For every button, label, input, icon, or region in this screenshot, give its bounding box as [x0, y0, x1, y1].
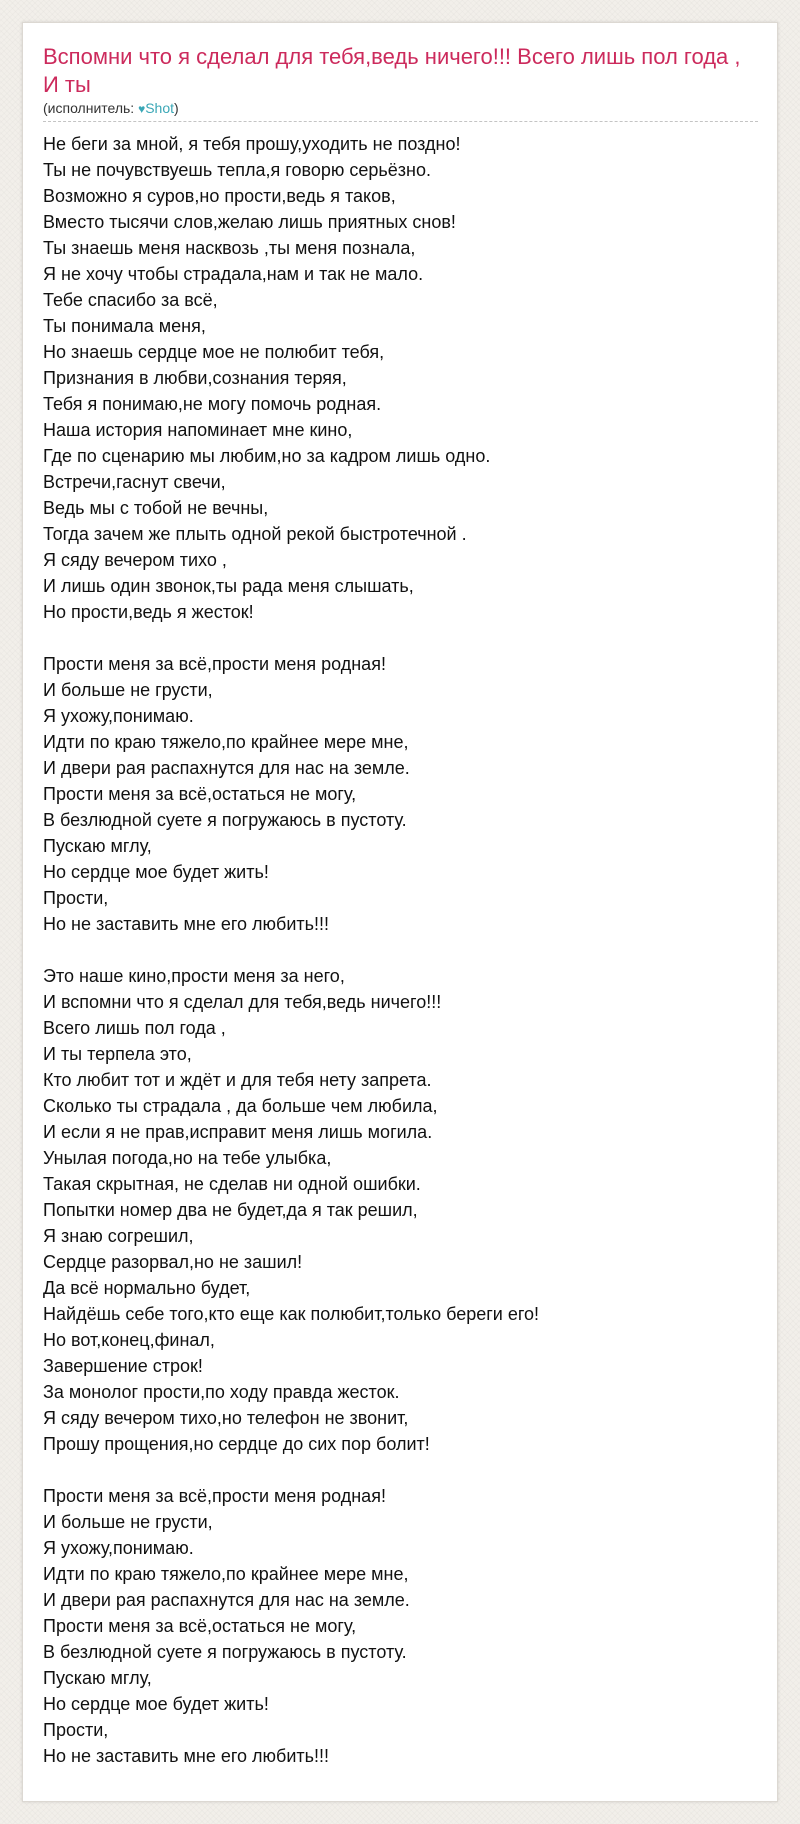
artist-name: Shot	[145, 100, 175, 116]
lyric-line: Тебя я понимаю,не могу помочь родная.	[43, 394, 382, 414]
lyric-line: Я сяду вечером тихо,но телефон не звонит,	[43, 1408, 409, 1428]
lyric-line: И вспомни что я сделал для тебя,ведь ничего!!!	[43, 992, 442, 1012]
performer-suffix: )	[174, 100, 179, 116]
lyrics-text	[43, 131, 757, 1769]
lyric-line: Тебе спасибо за всё,	[43, 290, 218, 310]
lyric-line: Но прости,ведь я жесток!	[43, 602, 254, 622]
lyric-line: Всего лишь пол года ,	[43, 1018, 226, 1038]
lyric-line: Вместо тысячи слов,желаю лишь приятных снов!	[43, 212, 456, 232]
lyric-line: Ты знаешь меня насквозь ,ты меня познала,	[43, 238, 416, 258]
lyric-line: Сердце разорвал,но не зашил!	[43, 1252, 303, 1272]
lyric-line: Кто любит тот и ждёт и для тебя нету запрета.	[43, 1070, 432, 1090]
heart-icon: ♥	[138, 102, 146, 116]
lyric-line: И ты терпела это,	[43, 1044, 192, 1064]
lyric-line: И двери рая распахнутся для нас на земле.	[43, 1590, 410, 1610]
lyric-line: Ты не почувствуешь тепла,я говорю серьёзно.	[43, 160, 431, 180]
lyric-line: Это наше кино,прости меня за него,	[43, 966, 345, 986]
performer-prefix: (исполнитель:	[43, 100, 139, 116]
lyric-line: Прости меня за всё,остаться не могу,	[43, 784, 357, 804]
lyric-line: Пускаю мглу,	[43, 1668, 152, 1688]
lyric-line: Но не заставить мне его любить!!!	[43, 1746, 330, 1766]
lyric-line: Тогда зачем же плыть одной рекой быстротечной .	[43, 524, 467, 544]
lyric-line: Я ухожу,понимаю.	[43, 1538, 194, 1558]
lyric-line: И двери рая распахнутся для нас на земле.	[43, 758, 410, 778]
lyric-line: Но не заставить мне его любить!!!	[43, 914, 330, 934]
lyric-line: Найдёшь себе того,кто еще как полюбит,только береги его!	[43, 1304, 540, 1324]
lyric-line: Но вот,конец,финал,	[43, 1330, 215, 1350]
lyric-line: В безлюдной суете я погружаюсь в пустоту.	[43, 810, 407, 830]
lyrics-stanza	[43, 1483, 757, 1769]
lyric-line: Идти по краю тяжело,по крайнее мере мне,	[43, 1564, 409, 1584]
lyric-line: Прости,	[43, 1720, 109, 1740]
lyrics-stanza	[43, 963, 757, 1457]
lyric-line: Но сердце мое будет жить!	[43, 1694, 269, 1714]
lyric-line: Наша история напоминает мне кино,	[43, 420, 353, 440]
lyric-line: В безлюдной суете я погружаюсь в пустоту.	[43, 1642, 407, 1662]
lyric-line: И если я не прав,исправит меня лишь могила.	[43, 1122, 433, 1142]
lyric-line: Попытки номер два не будет,да я так решил,	[43, 1200, 418, 1220]
lyric-line: Не беги за мной, я тебя прошу,уходить не поздно!	[43, 134, 461, 154]
lyric-line: Я не хочу чтобы страдала,нам и так не мало.	[43, 264, 424, 284]
lyric-line: Я ухожу,понимаю.	[43, 706, 194, 726]
lyric-line: Прости меня за всё,прости меня родная!	[43, 1486, 386, 1506]
lyric-line: И лишь один звонок,ты рада меня слышать,	[43, 576, 414, 596]
lyrics-card	[22, 22, 778, 1802]
lyric-line: Но сердце мое будет жить!	[43, 862, 269, 882]
lyric-line: Ведь мы с тобой не вечны,	[43, 498, 269, 518]
lyric-line: Где по сценарию мы любим,но за кадром лишь одно.	[43, 446, 491, 466]
song-title: Вспомни что я сделал для тебя,ведь ничего!!! Всего лишь пол года , И ты	[43, 44, 741, 97]
lyric-line: Такая скрытная, не сделав ни одной ошибки.	[43, 1174, 421, 1194]
lyric-line: За монолог прости,по ходу правда жесток.	[43, 1382, 400, 1402]
lyric-line: Ты понимала меня,	[43, 316, 206, 336]
artist-link[interactable]	[138, 100, 174, 116]
lyrics-stanza	[43, 651, 757, 937]
lyric-line: Идти по краю тяжело,по крайнее мере мне,	[43, 732, 409, 752]
lyric-line: Встречи,гаснут свечи,	[43, 472, 226, 492]
lyric-line: И больше не грусти,	[43, 680, 213, 700]
lyric-line: Признания в любви,сознания теряя,	[43, 368, 347, 388]
lyric-line: Я сяду вечером тихо ,	[43, 550, 227, 570]
lyrics-stanza	[43, 131, 757, 625]
lyric-line: Да всё нормально будет,	[43, 1278, 251, 1298]
lyric-line: Прости меня за всё,остаться не могу,	[43, 1616, 357, 1636]
lyric-line: Но знаешь сердце мое не полюбит тебя,	[43, 342, 385, 362]
lyric-line: Унылая погода,но на тебе улыбка,	[43, 1148, 332, 1168]
lyric-line: Пускаю мглу,	[43, 836, 152, 856]
lyric-line: И больше не грусти,	[43, 1512, 213, 1532]
lyric-line: Сколько ты страдала , да больше чем любила,	[43, 1096, 438, 1116]
lyric-line: Прости,	[43, 888, 109, 908]
lyric-line: Завершение строк!	[43, 1356, 203, 1376]
lyric-line: Прости меня за всё,прости меня родная!	[43, 654, 386, 674]
performer-line	[43, 100, 758, 122]
lyric-line: Возможно я суров,но прости,ведь я таков,	[43, 186, 396, 206]
lyric-line: Прошу прощения,но сердце до сих пор болит!	[43, 1434, 430, 1454]
lyric-line: Я знаю согрешил,	[43, 1226, 194, 1246]
